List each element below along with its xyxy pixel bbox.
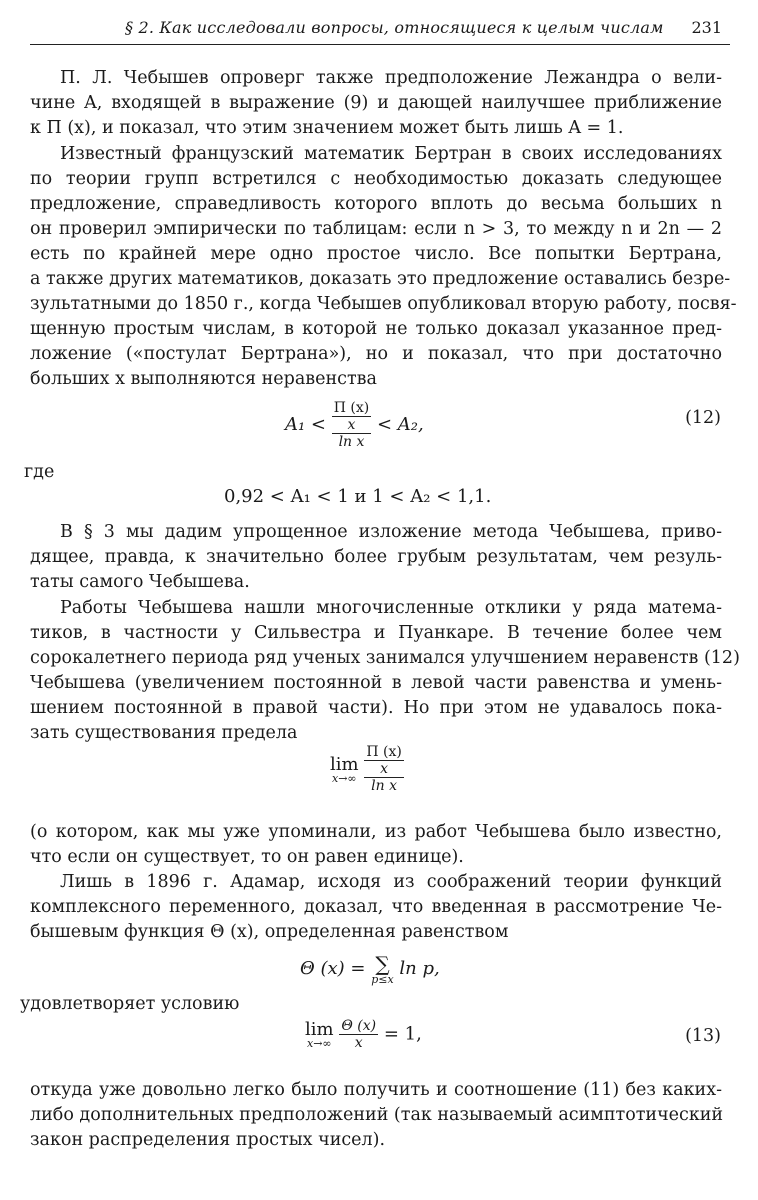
limit-denominator: ln x	[364, 777, 403, 794]
lim-operator	[330, 754, 359, 785]
paragraph-responses	[30, 596, 740, 746]
theta-definition	[300, 952, 440, 986]
lim-operator-13	[305, 1019, 334, 1050]
text-line: есть по крайней мере одно простое число. Все попытки Бертрана,	[30, 244, 722, 264]
eq13-fraction	[339, 1018, 378, 1051]
text-line: Лишь в 1896 г. Адамар, исходя из соображений теории функций	[60, 872, 722, 892]
text-line: шением постоянной в правой части). Но при этом не удавалось пока-	[30, 698, 722, 718]
eq12-right: < A₂,	[376, 414, 424, 435]
eq12-left: A₁ <	[285, 414, 327, 435]
text-line: закон распределения простых чисел).	[30, 1130, 386, 1150]
paragraph-legendre	[30, 66, 722, 141]
text-line: либо дополнительных предположений (так называемый асимптотический	[30, 1105, 724, 1125]
equation-12	[285, 400, 424, 450]
text-line: сорокалетнего периода ряд ученых занимался улучшением неравенств (12)	[30, 648, 740, 668]
text-line: Известный французский математик Бертран в своих исследованиях	[60, 144, 722, 164]
eq13-rhs: = 1,	[383, 1023, 422, 1045]
paragraph-section3	[30, 520, 722, 595]
text-line: В § 3 мы дадим упрощенное изложение метода Чебышева, приво-	[60, 522, 722, 542]
eq12-denominator: ln x	[332, 433, 371, 450]
text-line: П. Л. Чебышев опроверг также предположение Лежандра о вели-	[60, 68, 722, 88]
limit-formula	[330, 744, 404, 794]
eq12-mid: x	[332, 416, 371, 433]
paragraph-bertrand	[30, 142, 737, 392]
page-number: 231	[691, 18, 722, 37]
text-line: что если он существует, то он равен единице).	[30, 847, 464, 867]
text-line: щенную простым числам, в которой не только доказал указанное пред-	[30, 319, 722, 339]
eq13-denominator: x	[339, 1034, 378, 1051]
sum-sign: ∑	[375, 952, 390, 976]
text-line: Чебышева (увеличением постоянной в левой части равенства и умень-	[30, 673, 722, 693]
inequality-constants: 0,92 < A₁ < 1 и 1 < A₂ < 1,1.	[224, 486, 492, 507]
theta-rhs: ln p,	[399, 958, 440, 979]
word-udovl: удовлетворяет условию	[20, 994, 240, 1014]
equation-13	[305, 1018, 422, 1051]
text-line: чине A, входящей в выражение (9) и дающей наилучшее приближение	[30, 93, 722, 113]
text-line: по теории групп встретился с необходимостью доказать следующее	[30, 169, 722, 189]
limit-numerator: П (x)	[366, 744, 402, 760]
text-line: зать существования предела	[30, 723, 298, 743]
lim-word-13: lim	[305, 1019, 334, 1040]
text-line: он проверил эмпирически по таблицам: если n > 3, то между n и 2n — 2	[30, 219, 722, 239]
equation-number-12: (12)	[685, 408, 721, 428]
sum-subscript: p≤x	[371, 973, 394, 986]
eq12-numerator: П (x)	[333, 400, 370, 416]
equation-number-13: (13)	[685, 1026, 721, 1046]
text-line: к П (x), и показал, что этим значением может быть лишь A = 1.	[30, 118, 624, 138]
lim-word: lim	[330, 753, 359, 775]
paragraph-asymptotic	[30, 1078, 722, 1153]
text-line: комплексного переменного, доказал, что введенная в рассмотрение Че-	[30, 897, 722, 917]
text-line: дящее, правда, к значительно более грубым результатам, чем резуль-	[30, 547, 722, 567]
paragraph-parenthetical	[30, 820, 722, 870]
limit-mid: x	[364, 760, 403, 777]
text-line: бышевым функция Θ (x), определенная равенством	[30, 922, 509, 942]
limit-fraction	[364, 744, 403, 794]
text-line: зультатными до 1850 г., когда Чебышев опубликовал вторую работу, посвя-	[30, 294, 737, 314]
text-line: тиков, в частности у Сильвестра и Пуанкаре. В течение более чем	[30, 623, 722, 643]
text-line: ложение («постулат Бертрана»), но и показал, что при достаточно	[30, 344, 722, 364]
eq12-fraction	[332, 400, 371, 450]
eq13-numerator: Θ (x)	[341, 1018, 377, 1034]
text-line: (о котором, как мы уже упоминали, из работ Чебышева было известно,	[30, 822, 722, 842]
text-line: предложение, справедливость которого вплоть до весьма больших n	[30, 194, 722, 214]
lim-subscript: x→∞	[332, 771, 357, 785]
header-title: § 2. Как исследовали вопросы, относящиеся к целым числам	[125, 18, 664, 37]
text-line: больших x выполняются неравенства	[30, 369, 377, 389]
sum-operator	[371, 952, 393, 986]
running-header	[30, 14, 730, 45]
text-line: Работы Чебышева нашли многочисленные отклики у ряда матема-	[60, 598, 722, 618]
text-line: откуда уже довольно легко было получить и соотношение (11) без каких-	[30, 1080, 722, 1100]
theta-lhs: Θ (x) =	[300, 958, 366, 979]
text-line: а также других математиков, доказать это предложение оставались безре-	[30, 269, 731, 289]
word-gde: где	[24, 462, 55, 482]
paragraph-hadamard	[30, 870, 722, 945]
text-line: таты самого Чебышева.	[30, 572, 250, 592]
lim-subscript-13: x→∞	[307, 1037, 332, 1050]
